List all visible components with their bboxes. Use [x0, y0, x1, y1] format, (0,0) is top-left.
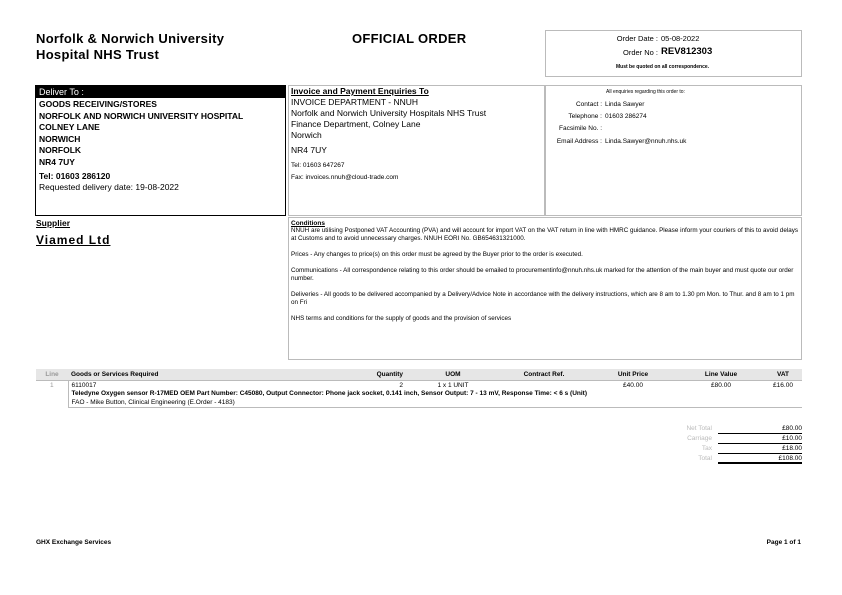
- deliver-address-line: COLNEY LANE: [39, 122, 100, 132]
- contact-value: Linda Sawyer: [605, 101, 645, 108]
- condition-paragraph: Communications - All correspondence relating to this order should be emailed to procurementinfo@nnuh.nhs.uk marked for the attention of the main buyer and must quote our order number.: [291, 267, 794, 282]
- deliver-address-line: NR4 7UY: [39, 156, 75, 167]
- total-row-tax: [640, 444, 802, 454]
- order-enquiries-box: [545, 85, 802, 216]
- organisation-name-line1: Norfolk & Norwich University: [36, 31, 225, 46]
- grand-total-label: Total: [698, 455, 712, 462]
- contact-label: Contact :: [575, 101, 602, 108]
- cell-fao: FAO - Mike Button, Clinical Engineering (E.Order - 4183): [68, 398, 802, 408]
- telephone-label: Telephone :: [568, 113, 602, 120]
- carriage-label: Carriage: [687, 435, 712, 442]
- page-number: Page 1 of 1: [766, 539, 801, 546]
- condition-paragraph: NNUH are utilising Postponed VAT Accounting (PVA) and will account for import VAT on the VAT return in line with HMRC guidance. Please inform your couriers of this to avoid delays at Customs and to avoid unnecessary charges. NNUH EORI No. GB654631321000.: [291, 227, 799, 242]
- net-total-value: £80.00: [718, 424, 802, 434]
- email-value: Linda.Sawyer@nnuh.nhs.uk: [605, 138, 687, 145]
- order-date-label: Order Date :: [616, 34, 658, 43]
- column-header-vat: VAT: [764, 369, 802, 381]
- order-number-note: Must be quoted on all correspondence.: [616, 64, 710, 70]
- facsimile-label: Facsimile No. :: [559, 125, 602, 132]
- invoice-address-line: Norwich: [291, 130, 322, 140]
- table-row-description: [36, 390, 802, 398]
- order-number-value: REV812303: [661, 46, 713, 57]
- condition-paragraph: Deliveries - All goods to be delivered accompanied by a Delivery/Advice Note in accordance with the delivery instructions, which are 8 am to 1.30 pm Mon. to Thur. and 8 am to 1 pm on Fri: [291, 291, 795, 306]
- cell-contract-ref: [500, 381, 588, 391]
- invoice-address-line: Norfolk and Norwich University Hospitals NHS Trust: [291, 108, 487, 118]
- invoice-address: [289, 97, 544, 156]
- requested-delivery-date: Requested delivery date: 19-08-2022: [39, 182, 179, 192]
- invoice-contact: [289, 160, 544, 184]
- condition-paragraph: NHS terms and conditions for the supply of goods and the provision of services: [291, 315, 512, 322]
- cell-uom: 1 x 1 UNIT: [437, 382, 469, 389]
- cell-vat: £16.00: [773, 382, 793, 389]
- column-header-quantity: Quantity: [354, 369, 406, 381]
- cell-line-value: £80.00: [711, 382, 731, 389]
- conditions-box: [288, 217, 802, 360]
- deliver-to-heading: Deliver To :: [36, 86, 285, 98]
- column-header-unit-price: Unit Price: [588, 369, 678, 381]
- column-header-uom: UOM: [406, 369, 500, 381]
- supplier-label: Supplier: [36, 218, 71, 228]
- table-row: [36, 381, 802, 391]
- telephone-value: 01603 286274: [605, 113, 647, 120]
- organisation-name: [36, 31, 224, 63]
- invoice-enquiries-box: [288, 85, 545, 216]
- total-row-carriage: [640, 434, 802, 444]
- column-header-line: Line: [36, 369, 68, 381]
- cell-description: Teledyne Oxygen sensor R-17MED OEM Part Number: C45080, Output Connector: Phone jack socket, 0.141 inch, Sensor Output: 7 - 13 mV, Response Time: < 6 s (Unit): [71, 390, 587, 397]
- column-header-line-value: Line Value: [678, 369, 764, 381]
- table-row-fao: [36, 398, 802, 408]
- order-lines-table: [36, 369, 802, 408]
- grand-total-value: £108.00: [718, 454, 802, 464]
- invoice-postcode: NR4 7UY: [291, 145, 327, 155]
- supplier-name: Viamed Ltd: [36, 233, 111, 247]
- column-header-contract-ref: Contract Ref.: [500, 369, 588, 381]
- deliver-telephone: Tel: 01603 286120: [39, 171, 111, 181]
- condition-paragraph: Prices - Any changes to price(s) on this order must be agreed by the Buyer prior to the order is executed.: [291, 251, 583, 258]
- column-header-goods: Goods or Services Required: [68, 369, 354, 381]
- email-label: Email Address :: [556, 138, 602, 145]
- deliver-address-line: NORFOLK AND NORWICH UNIVERSITY HOSPITAL: [39, 110, 244, 121]
- tax-value: £18.00: [718, 444, 802, 454]
- invoice-address-line: INVOICE DEPARTMENT - NNUH: [291, 97, 419, 107]
- deliver-address: [36, 98, 285, 168]
- order-number-label: Order No :: [622, 48, 658, 57]
- conditions-heading: Conditions: [291, 220, 325, 227]
- carriage-value: £10.00: [718, 434, 802, 444]
- total-row-net: [640, 424, 802, 434]
- enquiries-heading: All enquiries regarding this order to:: [606, 89, 685, 95]
- net-total-label: Net Total: [686, 425, 712, 432]
- cell-line: 1: [36, 381, 68, 408]
- cell-code: 6110017: [71, 382, 97, 389]
- invoice-heading: Invoice and Payment Enquiries To: [291, 86, 429, 96]
- footer-provider: GHX Exchange Services: [36, 539, 112, 546]
- invoice-fax: Fax: invoices.nnuh@cloud-trade.com: [291, 174, 399, 181]
- deliver-to-box: [35, 85, 286, 216]
- organisation-name-line2: Hospital NHS Trust: [36, 47, 160, 62]
- deliver-address-line: NORWICH: [39, 133, 81, 144]
- deliver-address-line: GOODS RECEIVING/STORES: [39, 99, 157, 109]
- deliver-address-line: NORFOLK: [39, 145, 82, 155]
- order-date-value: 05-08-2022: [661, 34, 700, 43]
- tax-label: Tax: [701, 445, 712, 452]
- cell-quantity: 2: [399, 382, 403, 389]
- order-info-box: [545, 30, 802, 77]
- document-title: OFFICIAL ORDER: [352, 31, 467, 46]
- invoice-telephone: Tel: 01603 647267: [291, 162, 345, 169]
- invoice-address-line: Finance Department, Colney Lane: [291, 119, 421, 129]
- cell-unit-price: £40.00: [623, 382, 643, 389]
- conditions-text: [289, 227, 801, 323]
- table-header-row: [36, 369, 802, 381]
- order-totals: [640, 424, 802, 464]
- total-row-grand: [640, 454, 802, 464]
